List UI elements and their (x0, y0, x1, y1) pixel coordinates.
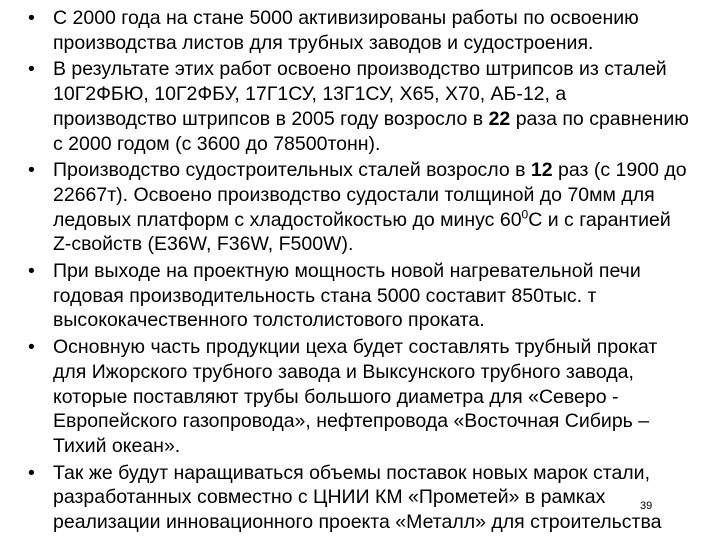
bullet-text: С 2000 года на стане 5000 активизированы работы по освоению производства листов для трубных заводов и судостроения. (53, 7, 639, 54)
bullet-dot-icon: • (28, 7, 35, 29)
bullet-text: Так же будут наращиваться объемы поставок новых марок стали, разработанных совместно с ЦНИИ КМ «Прометей» в рамках реализации инновационного проекта «Металл» для строительства (53, 461, 662, 534)
bullet-dot-icon: • (28, 461, 35, 484)
bullet-item (28, 259, 694, 333)
bullet-dot-icon: • (28, 260, 35, 283)
bullet-text-superscript: 0 (521, 207, 529, 222)
bullet-item (28, 335, 694, 459)
bullet-dot-icon: • (28, 336, 35, 359)
bullet-dot-icon: • (28, 58, 35, 81)
bullet-text-part: раз (с 1900 до 22667т). Освоено производство судостали толщиной до 70мм для ледовых платформ с хладостойкостью до минус 60 (53, 159, 687, 231)
bullet-text (53, 159, 687, 255)
bullet-text-part: С и с гарантией Z-свойств (Е36W, F36W, F500W). (53, 208, 671, 256)
bullet-text-bold: 22 (488, 107, 511, 130)
bullet-item (28, 6, 694, 55)
bullet-text-part: Производство судостроительных сталей возросло в (53, 159, 531, 182)
bullet-item (28, 57, 694, 156)
bullet-text (53, 58, 689, 154)
page-number: 39 (640, 500, 653, 512)
bullet-item (28, 461, 694, 535)
bullet-text: Основную часть продукции цеха будет составлять трубный прокат для Ижорского трубного завода и Выксунского трубного завода, которые поставляют трубы большого диаметра для «Северо - Европейского газопровода», нефтепровода «Восточная Сибирь – Тихий океан». (53, 336, 658, 457)
bullet-item (28, 158, 694, 257)
bullet-text: При выходе на проектную мощность новой нагревательной печи годовая производительность стана 5000 составит 850тыс. т высококачественного толстолистового проката. (53, 260, 641, 332)
bullet-text-bold: 12 (530, 159, 553, 182)
bullet-text-part: раза по сравнению с 2000 годом (с 3600 до 78500тонн). (53, 107, 689, 155)
bullet-list (28, 6, 694, 537)
bullet-dot-icon: • (28, 159, 35, 182)
bullet-text-part: В результате этих работ освоено производство штрипсов из сталей 10Г2ФБЮ, 10Г2ФБУ, 17Г1СУ, 13Г1СУ, Х65, Х70, АБ-12, а производство штрипсов в 2005 году возросло в (53, 58, 667, 130)
